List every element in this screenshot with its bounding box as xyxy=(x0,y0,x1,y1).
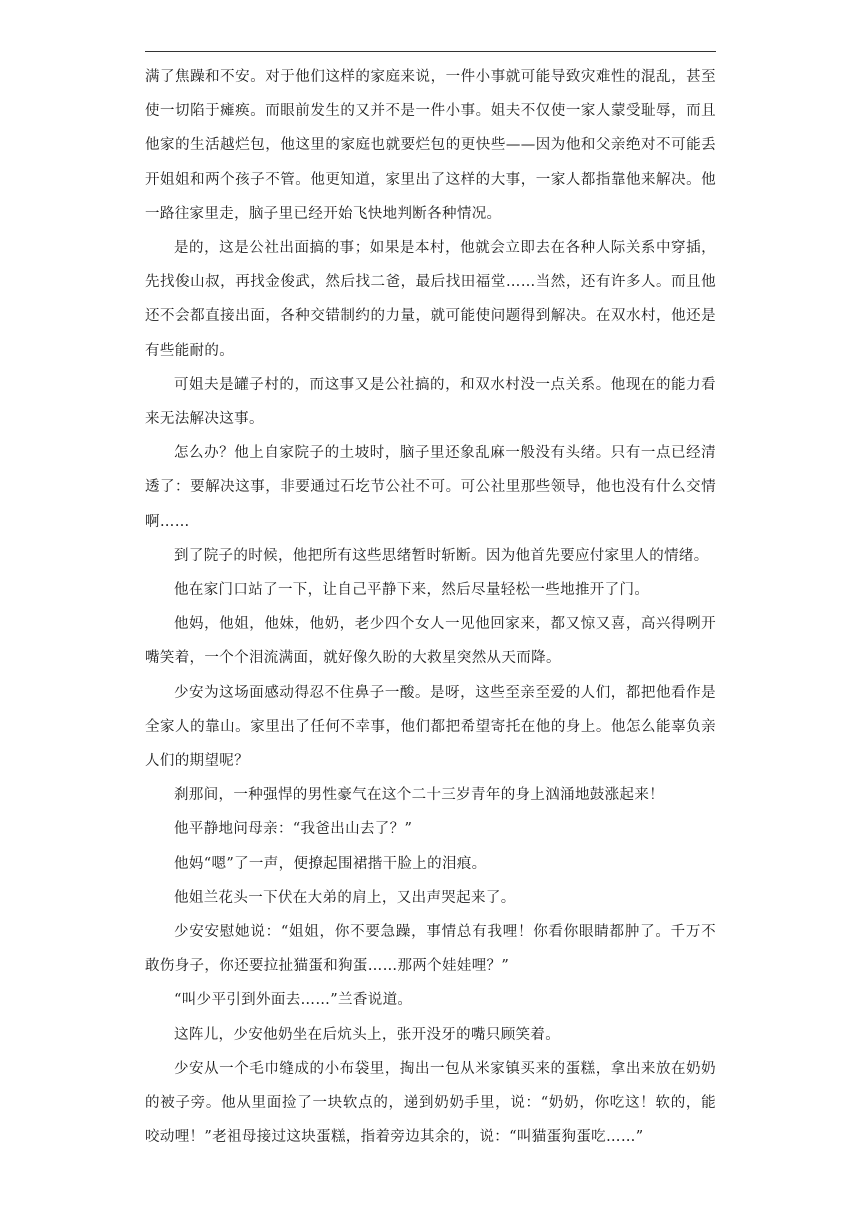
paragraph: 怎么办？他上自家院子的土坡时，脑子里还象乱麻一般没有头绪。只有一点已经清透了：要解决这事，非要通过石圪节公社不可。可公社里那些领导，他也没有什么交情啊…… xyxy=(145,445,716,530)
paragraph: 他姐兰花头一下伏在大弟的肩上，又出声哭起来了。 xyxy=(174,889,516,906)
paragraph: 他在家门口站了一下，让自己平静下来，然后尽量轻松一些地推开了门。 xyxy=(174,582,650,599)
paragraph: 少安从一个毛巾缝成的小布袋里，掏出一包从米家镇买来的蛋糕，拿出来放在奶奶的被子旁。他从里面捡了一块软点的，递到奶奶手里，说：“奶奶，你吃这！软的，能咬动哩！”老祖母接过这块蛋糕，指着旁边其余的，说：“叫猫蛋狗蛋吃……” xyxy=(145,1060,716,1146)
paragraph: 可姐夫是罐子村的，而这事又是公社搞的，和双水村没一点关系。他现在的能力看来无法解决这事。 xyxy=(145,376,716,428)
body-text xyxy=(145,60,716,1155)
paragraph: 是的，这是公社出面搞的事；如果是本村，他就会立即去在各种人际关系中穿插，先找俊山叔，再找金俊武，然后找二爸，最后找田福堂……当然，还有许多人。而且他还不会都直接出面，各种交错制约的力量，就可能使问题得到解决。在双水村，他还是有些能耐的。 xyxy=(145,240,716,359)
paragraph: 这阵儿，少安他奶坐在后炕头上，张开没牙的嘴只顾笑着。 xyxy=(174,1026,561,1043)
paragraph: “叫少平引到外面去……”兰香说道。 xyxy=(174,992,413,1009)
paragraph: 满了焦躁和不安。对于他们这样的家庭来说，一件小事就可能导致灾难性的混乱，甚至使一切陷于瘫痪。而眼前发生的又并不是一件小事。姐夫不仅使一家人蒙受耻辱，而且他家的生活越烂包，他这里的家庭也就要烂包的更快些——因为他和父亲绝对不可能丢开姐姐和两个孩子不管。他更知道，家里出了这样的大事，一家人都指靠他来解决。他一路往家里走，脑子里已经开始飞快地判断各种情况。 xyxy=(145,69,716,222)
paragraph: 他妈，他姐，他妹，他奶，老少四个女人一见他回家来，都又惊又喜，高兴得咧开嘴笑着，一个个泪流满面，就好像久盼的大救星突然从天而降。 xyxy=(145,616,716,667)
paragraph: 他平静地问母亲：“我爸出山去了？” xyxy=(174,821,413,838)
paragraph: 少安安慰她说：“姐姐，你不要急躁，事情总有我哩！你看你眼睛都肿了。千万不敢伤身子，你还要拉扯猫蛋和狗蛋……那两个娃娃哩？” xyxy=(145,924,716,975)
paragraph: 到了院子的时候，他把所有这些思绪暂时斩断。因为他首先要应付家里人的情绪。 xyxy=(174,547,709,564)
paragraph: 少安为这场面感动得忍不住鼻子一酸。是呀，这些至亲至爱的人们，都把他看作是全家人的靠山。家里出了任何不幸事，他们都把希望寄托在他的身上。他怎么能辜负亲人们的期望呢？ xyxy=(145,684,716,770)
paragraph: 刹那间，一种强悍的男性豪气在这个二十三岁青年的身上汹涌地鼓涨起来！ xyxy=(174,787,665,804)
paragraph: 他妈“嗯”了一声，便撩起围裙揩干脸上的泪痕。 xyxy=(174,855,487,872)
header-rule xyxy=(145,51,716,52)
